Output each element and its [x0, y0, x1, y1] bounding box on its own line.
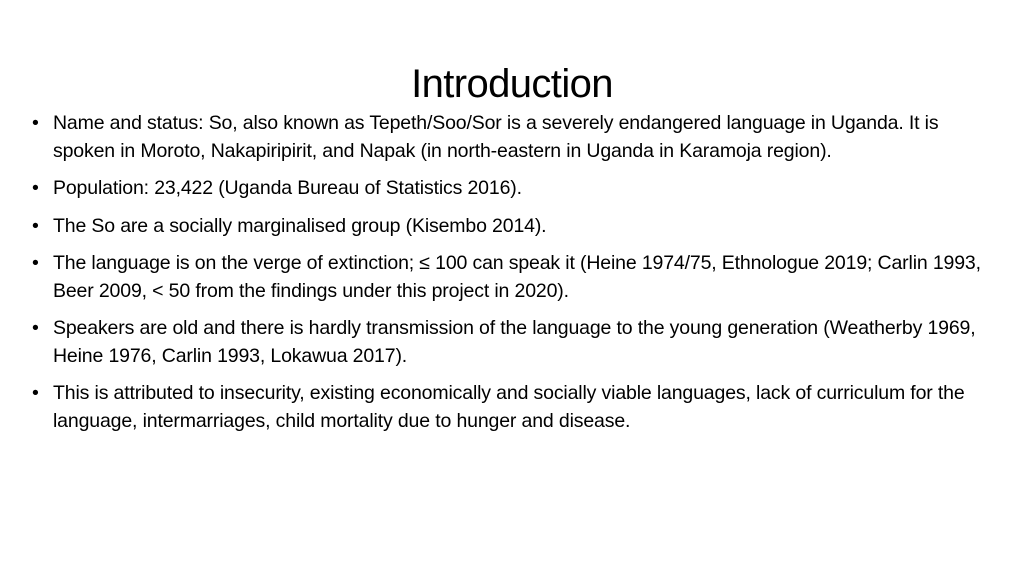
bullet-icon: •	[32, 112, 39, 134]
bullet-item-extinction	[32, 250, 994, 305]
bullet-icon: •	[32, 382, 39, 404]
bullet-text: The language is on the verge of extinction; ≤ 100 can speak it (Heine 1974/75, Ethnologue 2019; Carlin 1993, Beer 2009, < 50 from the findings under this project in 2020).	[53, 252, 981, 302]
slide-title: Introduction	[411, 62, 613, 106]
bullet-text: Population: 23,422 (Uganda Bureau of Statistics 2016).	[53, 177, 522, 199]
bullet-item-population	[32, 175, 994, 203]
bullet-list	[32, 110, 994, 445]
bullet-item-marginalised	[32, 213, 994, 241]
bullet-icon: •	[32, 177, 39, 199]
bullet-item-causes	[32, 380, 994, 435]
bullet-icon: •	[32, 317, 39, 339]
bullet-icon: •	[32, 214, 39, 237]
bullet-text: This is attributed to insecurity, existing economically and socially viable languages, lack of curriculum for the language, intermarriages, child mortality due to hunger and disease.	[53, 382, 965, 432]
bullet-text: Speakers are old and there is hardly transmission of the language to the young generation (Weatherby 1969, Heine 1976, Carlin 1993, Lokawua 2017).	[53, 317, 976, 367]
bullet-item-speakers	[32, 315, 994, 370]
bullet-item-name-status	[32, 110, 994, 165]
bullet-icon: •	[32, 252, 39, 274]
bullet-text: Name and status: So, also known as Tepeth/Soo/Sor is a severely endangered language in Uganda. It is spoken in Moroto, Nakapiripirit, and Napak (in north-eastern in Uganda in Karamoja region).	[53, 112, 939, 162]
bullet-text: The So are a socially marginalised group (Kisembo 2014).	[53, 214, 547, 237]
